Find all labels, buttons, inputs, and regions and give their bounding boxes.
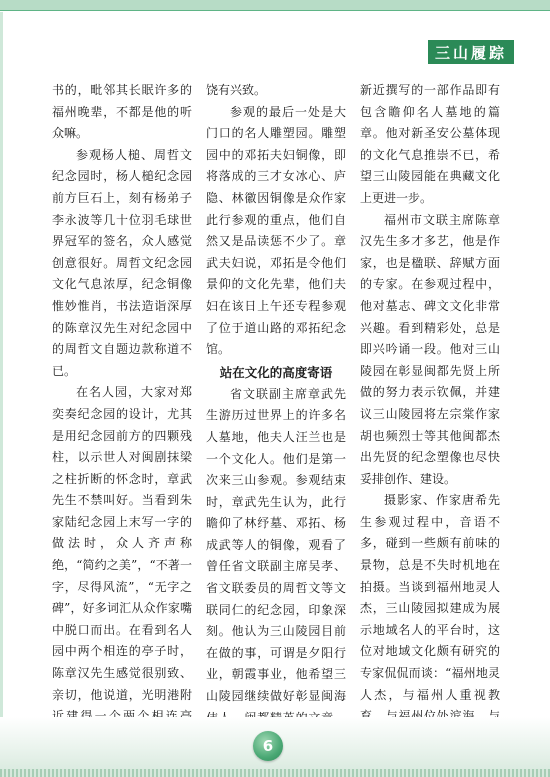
article-paragraph: 摄影家、作家唐希先生参观过程中，音语不多，碰到一些颇有前味的景物，总是不失时机地在拍摄。当谈到福州地灵人杰，三山陵园拟建成为展示地域名人的平台时，这位对地域文化颇有研究的专家侃侃而谈：“福州地灵人杰，与福州人重视教 <box>360 493 500 702</box>
left-margin-rule <box>0 12 3 777</box>
article-paragraph: 书的，毗邻其长眠许多的福州晚辈，不都是他的听众嘛。 <box>52 83 192 141</box>
article-column-2 <box>206 80 346 730</box>
page-number-badge: 6 <box>253 731 283 761</box>
article-paragraph: 饶有兴致。 <box>206 83 267 97</box>
footer-pattern-bar <box>0 769 550 777</box>
article-column-3 <box>360 80 500 730</box>
article-paragraph: 参观的最后一处是大门口的名人雕塑园。雕塑园中的邓拓夫妇铜像，即将落成的三才女冰心、庐隐、林徽因铜像是众作家此行参观的重点，他们自然又是品读惩不少了。章武夫妇说，邓拓是令他们景仰的文化先辈，他们夫妇在该日上午还专程参观了位于道山路的邓拓纪念馆。 <box>206 104 346 357</box>
article-paragraph: 福州市文联主席陈章汉先生多才多艺，他是作家，也是楹联、辞赋方面的专家。在参观过程中，他对墓志、碑文文化非常兴趣。看到精彩处，总是即兴吟诵一段。他对三山陵园在彰显闽都先贤上所做的努力表示钦佩，并建议三山陵园将左宗棠作家胡也频烈士等其他闽都杰出先贤的纪念塑像也尽快妥排创作、建设。 <box>360 212 500 486</box>
article-paragraph: 参观杨人槌、周哲文纪念园时，杨人槌纪念园前方巨石上，刻有杨弟子李永波等几十位羽毛球世界冠军的签名，众人感觉创意很好。周哲文纪念园文化气息浓厚，纪念铜像惟妙惟肖，书法造诣深厚的陈章汉先生对纪念园中的周哲文自题边款称道不已。 <box>52 147 192 378</box>
section-heading: 站在文化的高度寄语 <box>219 364 333 380</box>
article-paragraph: 新近撰写的一部作品即有包含瞻仰名人墓地的篇章。他对新圣安公墓体现的文化气息推崇不已，希望三山陵园能在典藏文化上更进一步。 <box>360 83 500 205</box>
article-paragraph: 省文联副主席章武先生游历过世界上的许多名人墓地，他夫人汪兰也是一个文化人。他们是第一次来三山参观。参观结束时，章武先生认为，此行瞻仰了林纾墓、邓拓、杨成武等人的铜像，观看了曾任省文联副主席吴孝、省文联委员的周哲文等文联同仁的纪念园，印象深刻。他认为三山陵园目前在做的事，可谓是夕阳行业，朝霞事业，他希望三山陵园继续做好彰显闽海 <box>206 386 346 704</box>
section-title-tag: 三山履踪 <box>428 40 514 64</box>
top-decorative-stripe <box>0 0 550 10</box>
article-paragraph: 在名人园，大家对郑奕奏纪念园的设计，尤其是用纪念园前方的四颗残柱，以示世人对闽剧抹梁之柱折断的怀念时，章武先生不禁叫好。当看到朱家陆纪念园上末写一字的做法时，众人齐声称绝，“简约之美”，“不著一字，尽得风流”，“无字之碑”，好多词汇从众作家嘴中脱口而出。在看到名人园中两个相连的亭子时，陈章汉先生感觉很别致、亲切，他说道，光明港附 <box>52 385 192 702</box>
article-column-1 <box>52 80 192 730</box>
article-body <box>52 80 500 730</box>
